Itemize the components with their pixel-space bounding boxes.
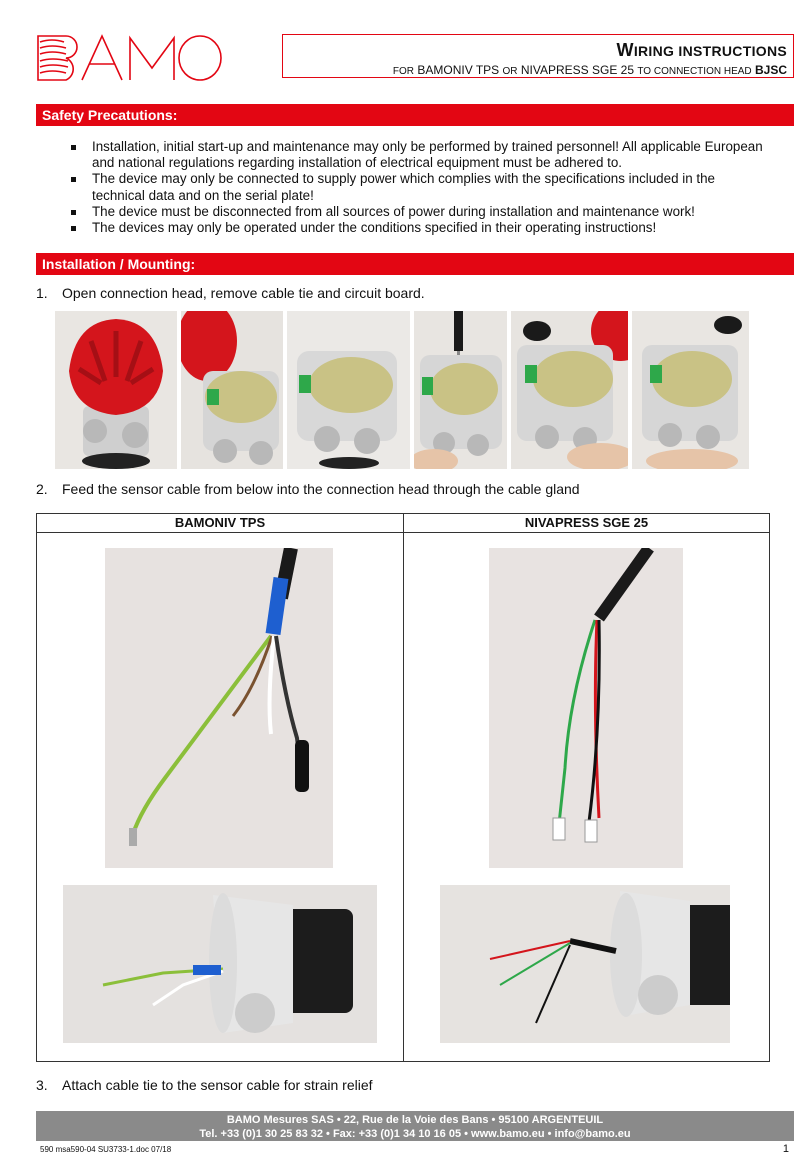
list-item: The device must be disconnected from all sources of power during installation and maintenance work!: [68, 204, 768, 220]
footer-address: BAMO Mesures SAS • 22, Rue de la Voie des Bans • 95100 ARGENTEUIL: [226, 1114, 604, 1126]
column-header-nivapress: NIVAPRESS SGE 25: [403, 514, 770, 533]
footer: [36, 1111, 794, 1141]
section-bar-installation: Installation / Mounting:: [36, 253, 794, 275]
photo-board-removed: [632, 311, 749, 469]
photo-remove-board: [511, 311, 628, 469]
safety-list: [68, 139, 768, 236]
footer-contact: Tel. +33 (0)1 30 25 83 32 • Fax: +33 (0)1 34 10 16 05 • www.bamo.eu • info@bamo.eu: [199, 1128, 631, 1140]
document-title: WIRING INSTRUCTIONS: [616, 40, 787, 60]
photo-open-head: [181, 311, 283, 469]
list-item: The device may only be connected to supply power which complies with the specifications included in the technical data and on the serial plate!: [68, 171, 768, 203]
photo-screwdriver: [414, 311, 507, 469]
photo-nivapress-cable: [489, 548, 683, 868]
step-3: 3. Attach cable tie to the sensor cable for strain relief: [36, 1077, 373, 1093]
photo-closed-head: [55, 311, 177, 469]
step-2: 2. Feed the sensor cable from below into the connection head through the cable gland: [36, 481, 580, 497]
comparison-table: [36, 513, 770, 1062]
document-subtitle: FOR BAMONIV TPS OR NIVAPRESS SGE 25 TO CONNECTION HEAD BJSC: [392, 63, 787, 77]
step-1: 1. Open connection head, remove cable tie and circuit board.: [36, 285, 425, 301]
list-item: The devices may only be operated under the conditions specified in their operating instructions!: [68, 220, 768, 236]
list-item: Installation, initial start-up and maintenance may only be performed by trained personnel! All applicable European and national regulations regarding installation of electrical equipment must be adhered to.: [68, 139, 768, 171]
photo-circuit-board: [287, 311, 410, 469]
title-box: [282, 34, 794, 78]
photo-bamoniv-cable: [105, 548, 333, 868]
photo-nivapress-head: [440, 885, 730, 1043]
photo-bamoniv-head: [63, 885, 377, 1043]
bamo-logo: [36, 34, 224, 82]
document-meta: 590 msa590-04 SU3733-1.doc 07/18: [40, 1145, 172, 1154]
section-bar-safety: Safety Precatutions:: [36, 104, 794, 126]
page-number: 1: [782, 1143, 789, 1155]
column-header-bamoniv: BAMONIV TPS: [37, 514, 403, 533]
